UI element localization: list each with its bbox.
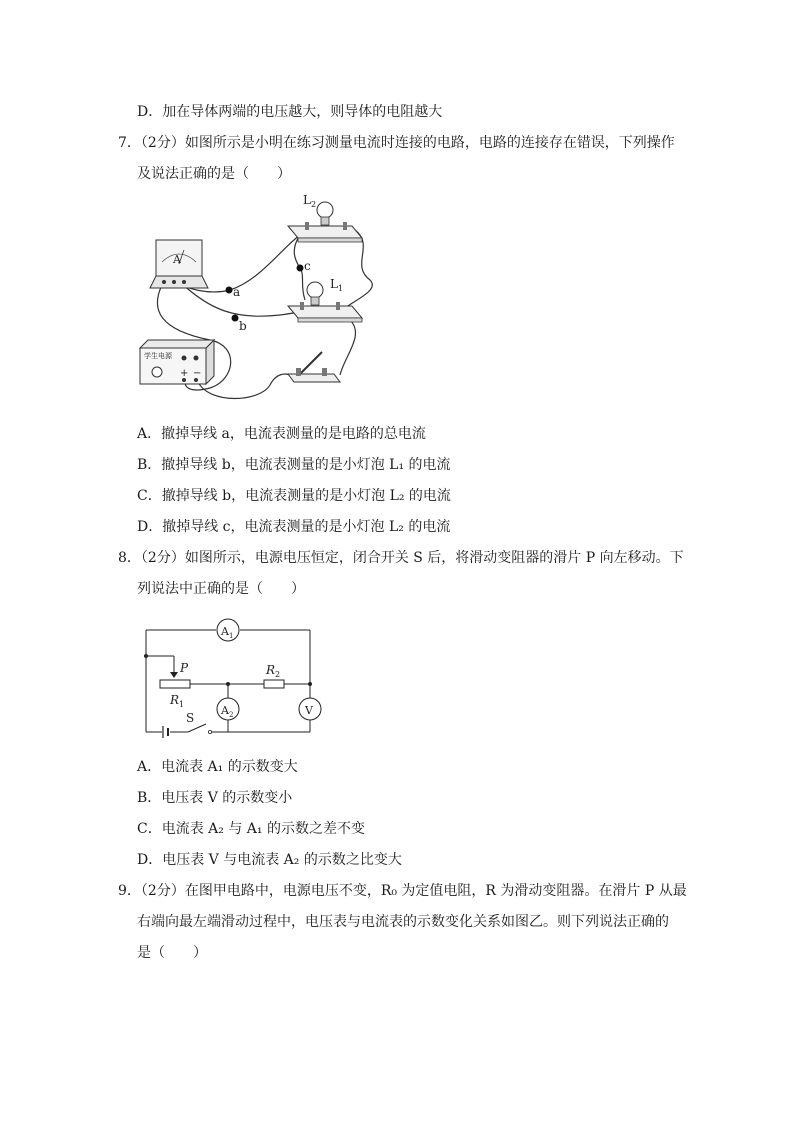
q7-option-a: A．撤掉导线 a，电流表测量的是电路的总电流: [137, 426, 426, 442]
q7-stem-line1: 7．（2分）如图所示是小明在练习测量电流时连接的电路，电路的连接存在错误，下列操作: [118, 135, 675, 151]
slider-p-label: P: [180, 661, 189, 675]
lamp-l1-icon: [288, 282, 362, 322]
ammeter-label: A: [173, 253, 181, 266]
q8-circuit-figure: [140, 618, 330, 744]
q8-option-b: B．电压表 V 的示数变小: [137, 790, 293, 806]
lamp-l2-label: $L_2$: [303, 193, 317, 209]
ammeter-a1-label: $A_1$: [221, 625, 234, 640]
ammeter-a2-label: $A_2$: [221, 704, 234, 719]
q7-circuit-figure: [140, 190, 380, 412]
q7-option-b: B．撤掉导线 b，电流表测量的是小灯泡 L₁ 的电流: [137, 457, 451, 473]
q9-stem-line3: 是（ ）: [137, 945, 207, 961]
power-plus-label: +: [180, 368, 189, 379]
q7-option-c: C．撤掉导线 b，电流表测量的是小灯泡 L₂ 的电流: [137, 488, 451, 504]
lamp-l2-icon: [288, 202, 362, 242]
q7-option-d: D．撤掉导线 c，电流表测量的是小灯泡 L₂ 的电流: [137, 519, 451, 535]
power-supply-label: 学生电源: [144, 352, 172, 360]
r2-label: $R_2$: [266, 663, 281, 679]
q8-option-a: A．电流表 A₁ 的示数变大: [137, 759, 298, 775]
q7-stem-line2: 及说法正确的是（ ）: [137, 166, 291, 182]
r1-label: $R_1$: [170, 693, 185, 709]
wire-a-label: a: [233, 285, 241, 299]
voltmeter-label: V: [305, 704, 313, 717]
power-supply-icon: [140, 340, 214, 384]
q8-option-c: C．电流表 A₂ 与 A₁ 的示数之差不变: [137, 821, 365, 837]
q8-stem-line1: 8．（2分）如图所示，电源电压恒定，闭合开关 S 后，将滑动变阻器的滑片 P 向左移动。下: [118, 550, 684, 566]
knife-switch-icon: [288, 352, 340, 382]
power-minus-label: −: [193, 368, 202, 379]
switch-s-label: S: [186, 711, 195, 725]
q8-stem-line2: 列说法中正确的是（ ）: [137, 581, 305, 597]
q9-stem-line1: 9．（2分）在图甲电路中，电源电压不变，R₀ 为定值电阻，R 为滑动变阻器。在滑片 P 从最: [118, 883, 687, 899]
lamp-l1-label: $L_1$: [330, 277, 344, 293]
wire-b-label: b: [239, 319, 247, 333]
q6-option-d: D．加在导体两端的电压越大，则导体的电阻越大: [137, 104, 443, 120]
wire-c-label: c: [304, 259, 311, 273]
q9-stem-line2: 右端向最左端滑动过程中，电压表与电流表的示数变化关系如图乙。则下列说法正确的: [137, 914, 669, 930]
q8-option-d: D．电压表 V 与电流表 A₂ 的示数之比变大: [137, 852, 402, 868]
